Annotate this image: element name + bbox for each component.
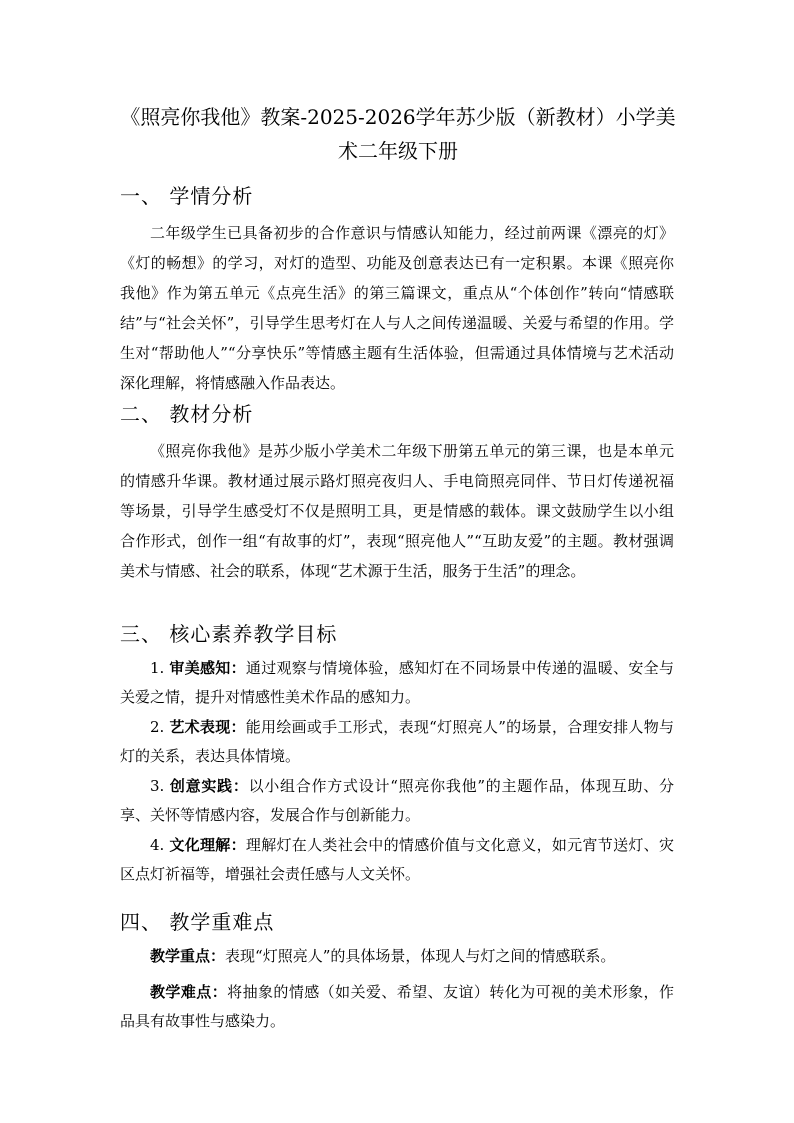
objective-label: 创意实践 <box>169 777 233 795</box>
key-point-label: 教学重点 <box>150 947 211 965</box>
objective-item: 4. 文化理解：理解灯在人类社会中的情感价值与文化意义，如元宵节送灯、灾区点灯祈福等，增强社会责任感与人文关怀。 <box>120 836 674 883</box>
objective-text: 通过观察与情境体验，感知灯在不同场景中传递的温暖、安全与关爱之情，提升对情感性美术作品的感知力。 <box>120 659 674 706</box>
learning-analysis-paragraph: 二年级学生已具备初步的合作意识与情感认知能力，经过前两课《漂亮的灯》《灯的畅想》的学习，对灯的造型、功能及创意表达已有一定积累。本课《照亮你我他》作为第五单元《点亮生活》的第三篇课文，重点从“个体创作”转向“情感联结”与“社会关怀”，引导学生思考灯在人与人之间传递温暖、关爱与希望的作用。学生对“帮助他人”“分享快乐”等情感主题有生活体验，但需通过具体情境与艺术活动深化理解，将情感融入作品表达。 <box>120 224 674 392</box>
objective-item: 3. 创意实践：以小组合作方式设计“照亮你我他”的主题作品，体现互助、分享、关怀等情感内容，发展合作与创新能力。 <box>120 777 674 824</box>
objective-text: 以小组合作方式设计“照亮你我他”的主题作品，体现互助、分享、关怀等情感内容，发展合作与创新能力。 <box>120 777 674 824</box>
objective-text: 理解灯在人类社会中的情感价值与文化意义，如元宵节送灯、灾区点灯祈福等，增强社会责任感与人文关怀。 <box>120 836 674 883</box>
objective-label: 审美感知 <box>169 659 231 677</box>
difficult-point-label: 教学难点 <box>150 983 212 1001</box>
section-heading-key-difficult-points: 四、 教学重难点 <box>120 910 275 934</box>
difficult-point-item: 教学难点：将抽象的情感（如关爱、希望、友谊）转化为可视的美术形象，作品具有故事性与感染力。 <box>120 983 674 1030</box>
objective-label: 文化理解 <box>169 836 231 854</box>
objective-text: 能用绘画或手工形式，表现“灯照亮人”的场景，合理安排人物与灯的关系，表达具体情境。 <box>120 718 674 765</box>
document-title: 《照亮你我他》教案-2025-2026学年苏少版（新教材）小学美术二年级下册 <box>120 105 676 163</box>
section-heading-learning-analysis: 一、 学情分析 <box>120 184 254 208</box>
objective-label: 艺术表现 <box>169 718 231 736</box>
section-heading-core-objectives: 三、 核心素养教学目标 <box>120 622 338 646</box>
textbook-analysis-paragraph: 《照亮你我他》是苏少版小学美术二年级下册第五单元的第三课，也是本单元的情感升华课。教材通过展示路灯照亮夜归人、手电筒照亮同伴、节日灯传递祝福等场景，引导学生感受灯不仅是照明工具，更是情感的载体。课文鼓励学生以小组合作形式，创作一组“有故事的灯”，表现“照亮他人”“互助友爱”的主题。教材强调美术与情感、社会的联系，体现“艺术源于生活，服务于生活”的理念。 <box>120 442 674 580</box>
objective-number: 3. <box>150 777 165 795</box>
objective-number: 1. <box>150 659 165 677</box>
objective-item: 2. 艺术表现：能用绘画或手工形式，表现“灯照亮人”的场景，合理安排人物与灯的关系，表达具体情境。 <box>120 718 674 765</box>
objective-item: 1. 审美感知：通过观察与情境体验，感知灯在不同场景中传递的温暖、安全与关爱之情，提升对情感性美术作品的感知力。 <box>120 659 674 706</box>
difficult-point-text: 将抽象的情感（如关爱、希望、友谊）转化为可视的美术形象，作品具有故事性与感染力。 <box>120 983 674 1030</box>
objective-number: 4. <box>150 836 165 854</box>
section-heading-textbook-analysis: 二、 教材分析 <box>120 402 254 426</box>
objective-number: 2. <box>150 718 165 736</box>
key-point-text: 表现“灯照亮人”的具体场景，体现人与灯之间的情感联系。 <box>225 947 616 965</box>
key-point-item: 教学重点：表现“灯照亮人”的具体场景，体现人与灯之间的情感联系。 <box>150 947 616 965</box>
